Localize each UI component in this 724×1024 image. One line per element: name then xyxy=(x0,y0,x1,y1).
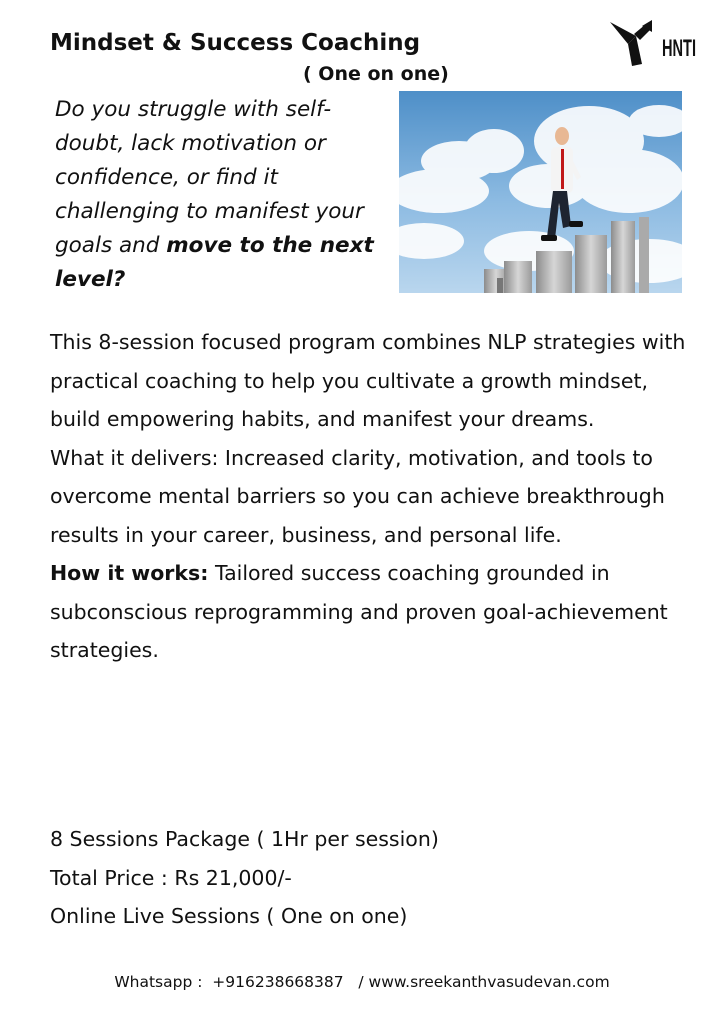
page-subtitle: ( One on one) xyxy=(303,63,449,85)
description-paragraph: This 8-session focused program combines NLP strategies with practical coaching to help you cultivate a growth mindset, build empowering habits, and manifest your dreams. xyxy=(50,330,686,431)
package-price: Total Price : Rs 21,000/- xyxy=(50,865,292,890)
program-description xyxy=(50,323,700,670)
how-it-works-paragraph xyxy=(50,554,700,670)
delivers-paragraph: What it delivers: Increased clarity, motivation, and tools to overcome mental barriers so you can achieve breakthrough results in your career, business, and personal life. xyxy=(50,445,665,547)
businessman-stairs-image xyxy=(399,91,682,293)
page-title: Mindset & Success Coaching xyxy=(50,30,421,56)
svg-text:HNTI: HNTI xyxy=(662,35,696,62)
intro-question xyxy=(55,93,390,297)
how-it-works-label: How it works: xyxy=(50,561,209,585)
brand-logo xyxy=(606,18,698,70)
question-text: Do you struggle with self-doubt, lack motivation or confidence, or find it challenging to manifest your goals and xyxy=(55,97,364,258)
question-emphasis: move to the next level? xyxy=(55,233,374,292)
how-it-works-text: Tailored success coaching grounded in subconscious reprogramming and proven goal-achievement strategies. xyxy=(50,561,668,662)
contact-footer: Whatsapp : +916238668387 / www.sreekanthvasudevan.com xyxy=(114,973,610,991)
package-mode: Online Live Sessions ( One on one) xyxy=(50,904,408,928)
package-sessions: 8 Sessions Package ( 1Hr per session) xyxy=(50,827,439,851)
package-details xyxy=(50,820,650,936)
